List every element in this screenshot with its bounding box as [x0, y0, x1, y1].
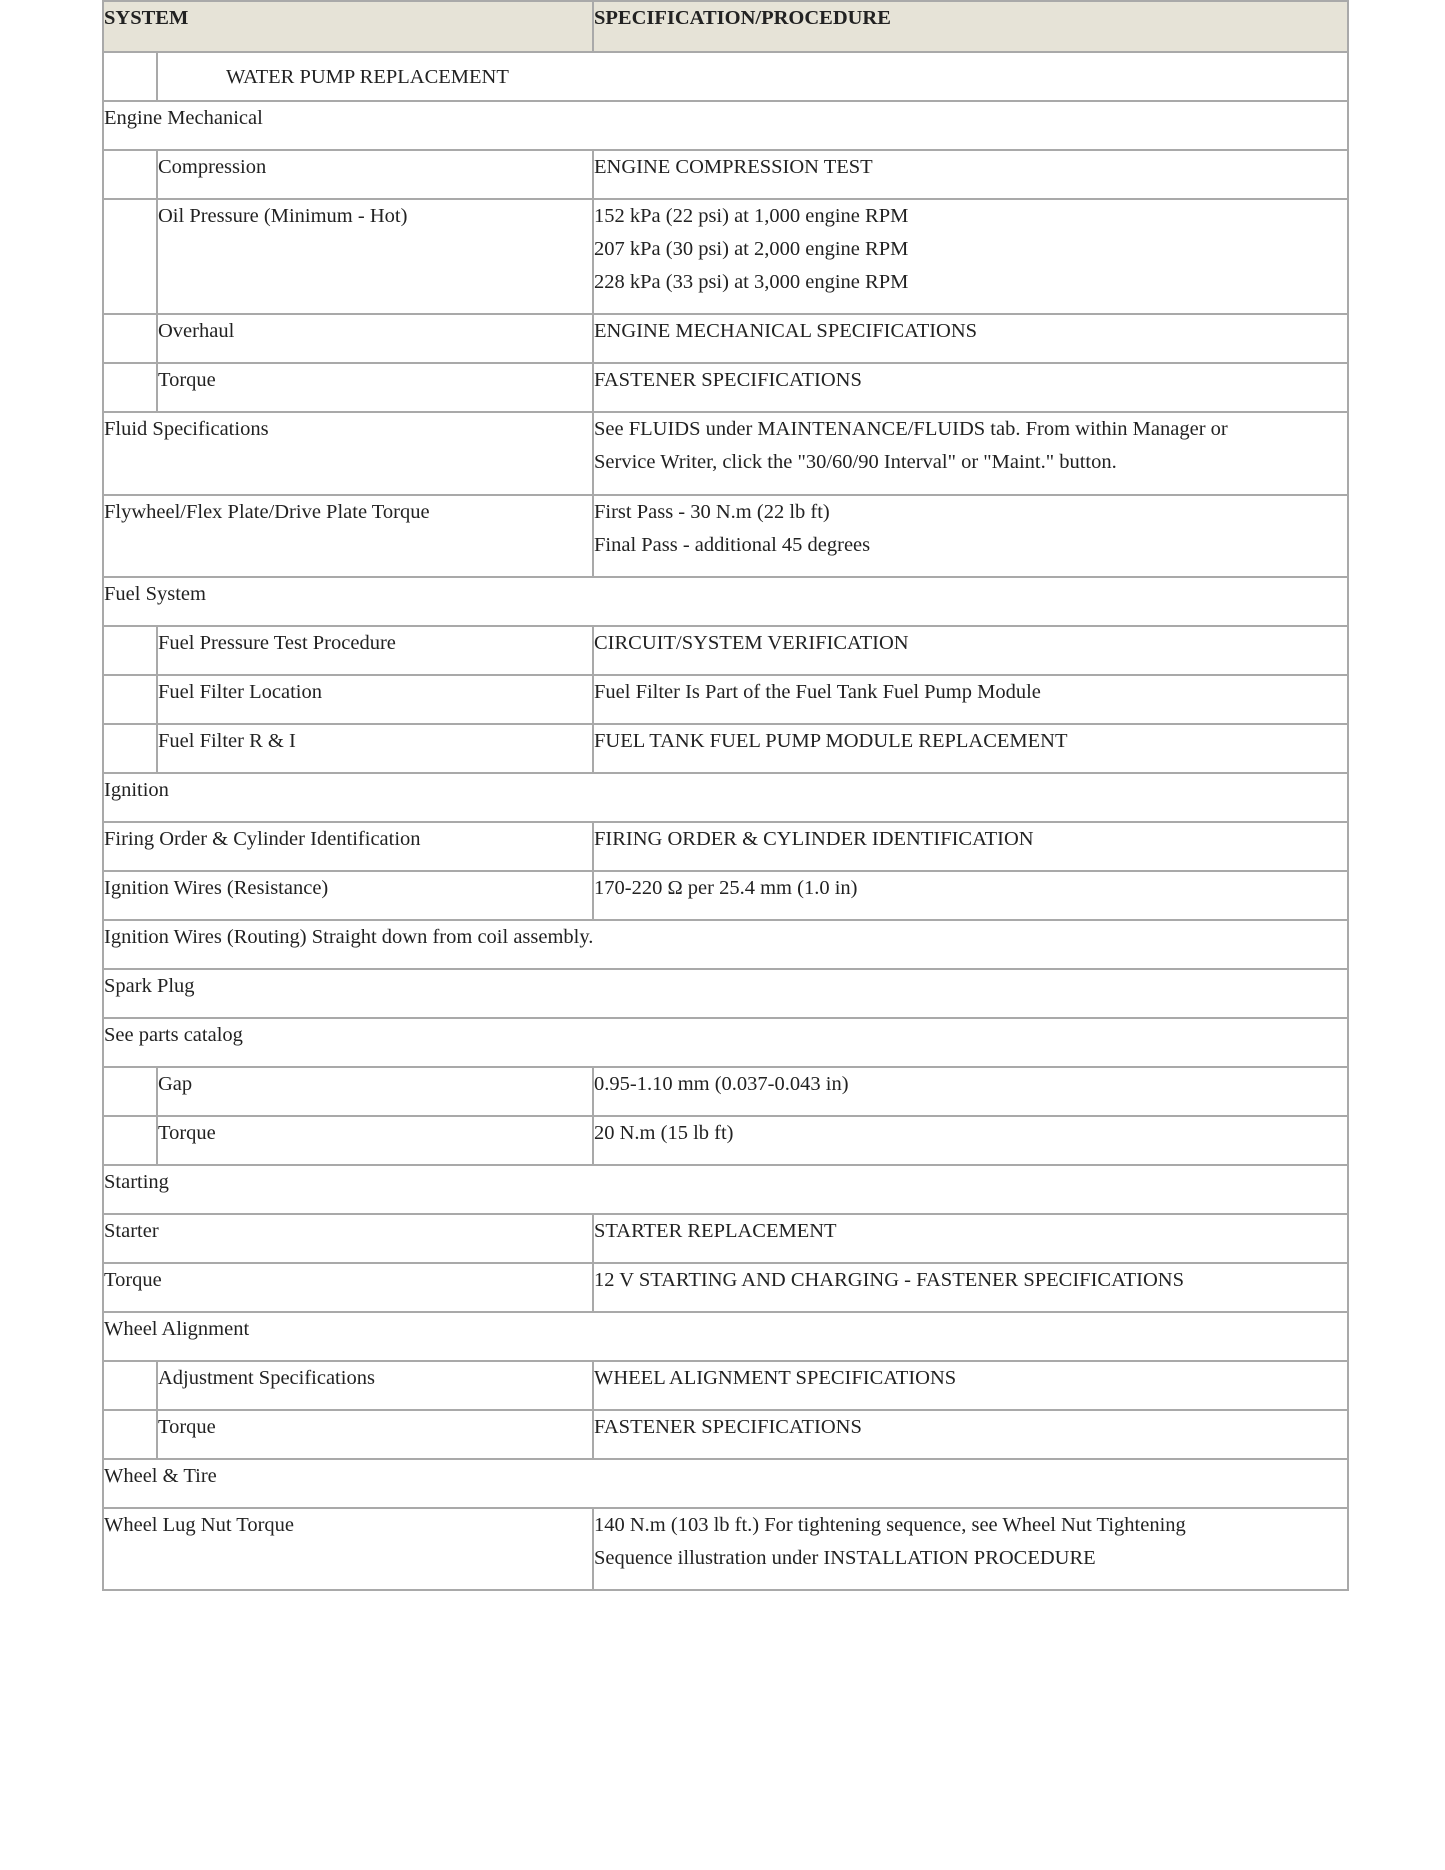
fluid-specs-value: See FLUIDS under MAINTENANCE/FLUIDS tab. From within Manager or	[594, 418, 1228, 440]
section-wheel-tire: Wheel & Tire	[103, 1459, 1348, 1508]
specifications-table	[102, 0, 1349, 1591]
table-row	[103, 822, 1348, 871]
flywheel-value: Final Pass - additional 45 degrees	[594, 534, 871, 556]
section-row	[103, 969, 1348, 1018]
alignment-torque-label: Torque	[157, 1410, 593, 1459]
table-row	[103, 495, 1348, 577]
section-row	[103, 577, 1348, 626]
fuel-pressure-link[interactable]: CIRCUIT/SYSTEM VERIFICATION	[593, 626, 1348, 675]
firing-order-link[interactable]: FIRING ORDER & CYLINDER IDENTIFICATION	[593, 822, 1348, 871]
section-row	[103, 101, 1348, 150]
oil-pressure-value: 152 kPa (22 psi) at 1,000 engine RPM	[594, 205, 909, 227]
oil-pressure-value: 207 kPa (30 psi) at 2,000 engine RPM	[594, 238, 909, 260]
fluid-specs-values	[593, 412, 1348, 495]
indent-cell	[103, 675, 157, 724]
gap-label: Gap	[157, 1067, 593, 1116]
table-row	[103, 52, 1348, 101]
starting-torque-label: Torque	[103, 1263, 593, 1312]
indent-cell	[103, 363, 157, 412]
table-row	[103, 1067, 1348, 1116]
fuel-filter-location-label: Fuel Filter Location	[157, 675, 593, 724]
engine-torque-label: Torque	[157, 363, 593, 412]
ignition-wires-resistance-label: Ignition Wires (Resistance)	[103, 871, 593, 920]
table-row	[103, 1361, 1348, 1410]
starter-label: Starter	[103, 1214, 593, 1263]
overhaul-link[interactable]: ENGINE MECHANICAL SPECIFICATIONS	[593, 314, 1348, 363]
table-row	[103, 1263, 1348, 1312]
table-row	[103, 920, 1348, 969]
table-row	[103, 626, 1348, 675]
fuel-pressure-label: Fuel Pressure Test Procedure	[157, 626, 593, 675]
firing-order-label: Firing Order & Cylinder Identification	[103, 822, 593, 871]
section-spark-plug: Spark Plug	[103, 969, 1348, 1018]
spark-torque-value: 20 N.m (15 lb ft)	[593, 1116, 1348, 1165]
adjustment-label: Adjustment Specifications	[157, 1361, 593, 1410]
see-parts-catalog: See parts catalog	[103, 1018, 1348, 1067]
indent-cell	[103, 1410, 157, 1459]
alignment-torque-link[interactable]: FASTENER SPECIFICATIONS	[593, 1410, 1348, 1459]
fuel-filter-location-value: Fuel Filter Is Part of the Fuel Tank Fuel Pump Module	[593, 675, 1348, 724]
spark-torque-label: Torque	[157, 1116, 593, 1165]
starter-link[interactable]: STARTER REPLACEMENT	[593, 1214, 1348, 1263]
lug-nut-value: 140 N.m (103 lb ft.) For tightening sequence, see Wheel Nut Tightening	[594, 1514, 1186, 1536]
section-ignition: Ignition	[103, 773, 1348, 822]
header-row	[103, 1, 1348, 52]
section-row	[103, 1312, 1348, 1361]
fuel-filter-ri-link[interactable]: FUEL TANK FUEL PUMP MODULE REPLACEMENT	[593, 724, 1348, 773]
gap-value: 0.95-1.10 mm (0.037-0.043 in)	[593, 1067, 1348, 1116]
section-engine-mechanical: Engine Mechanical	[103, 101, 1348, 150]
indent-cell	[103, 1361, 157, 1410]
section-fuel-system: Fuel System	[103, 577, 1348, 626]
indent-cell	[103, 1067, 157, 1116]
indent-cell	[103, 724, 157, 773]
section-row	[103, 773, 1348, 822]
compression-label: Compression	[157, 150, 593, 199]
fuel-filter-ri-label: Fuel Filter R & I	[157, 724, 593, 773]
ignition-wires-resistance-value: 170-220 Ω per 25.4 mm (1.0 in)	[593, 871, 1348, 920]
overhaul-label: Overhaul	[157, 314, 593, 363]
lug-nut-values	[593, 1508, 1348, 1590]
section-wheel-alignment: Wheel Alignment	[103, 1312, 1348, 1361]
table-row	[103, 1410, 1348, 1459]
oil-pressure-value: 228 kPa (33 psi) at 3,000 engine RPM	[594, 271, 909, 293]
fluid-specs-value: Service Writer, click the "30/60/90 Interval" or "Maint." button.	[594, 451, 1117, 473]
indent-cell	[103, 1116, 157, 1165]
flywheel-values	[593, 495, 1348, 577]
indent-cell	[103, 199, 157, 314]
indent-cell	[103, 314, 157, 363]
table-row	[103, 199, 1348, 314]
table-row	[103, 675, 1348, 724]
table-row	[103, 1116, 1348, 1165]
table-row	[103, 314, 1348, 363]
starting-torque-link[interactable]: 12 V STARTING AND CHARGING - FASTENER SPECIFICATIONS	[593, 1263, 1348, 1312]
flywheel-label: Flywheel/Flex Plate/Drive Plate Torque	[103, 495, 593, 577]
section-row	[103, 1165, 1348, 1214]
fluid-specs-label: Fluid Specifications	[103, 412, 593, 495]
table-row	[103, 724, 1348, 773]
engine-torque-link[interactable]: FASTENER SPECIFICATIONS	[593, 363, 1348, 412]
adjustment-link[interactable]: WHEEL ALIGNMENT SPECIFICATIONS	[593, 1361, 1348, 1410]
table-row	[103, 363, 1348, 412]
oil-pressure-values	[593, 199, 1348, 314]
lug-nut-value: Sequence illustration under INSTALLATION PROCEDURE	[594, 1547, 1096, 1569]
table-row	[103, 1214, 1348, 1263]
ignition-wires-routing: Ignition Wires (Routing) Straight down from coil assembly.	[103, 920, 1348, 969]
table-row	[103, 150, 1348, 199]
table-row	[103, 412, 1348, 495]
indent-cell	[103, 52, 157, 101]
table-row	[103, 871, 1348, 920]
header-system: SYSTEM	[103, 1, 593, 52]
section-row	[103, 1459, 1348, 1508]
table-row	[103, 1018, 1348, 1067]
flywheel-value: First Pass - 30 N.m (22 lb ft)	[594, 501, 830, 523]
indent-cell	[103, 150, 157, 199]
lug-nut-label: Wheel Lug Nut Torque	[103, 1508, 593, 1590]
compression-link[interactable]: ENGINE COMPRESSION TEST	[593, 150, 1348, 199]
table-row	[103, 1508, 1348, 1590]
water-pump-replacement-link[interactable]: WATER PUMP REPLACEMENT	[157, 52, 1348, 101]
indent-cell	[103, 626, 157, 675]
section-starting: Starting	[103, 1165, 1348, 1214]
header-specification: SPECIFICATION/PROCEDURE	[593, 1, 1348, 52]
oil-pressure-label: Oil Pressure (Minimum - Hot)	[157, 199, 593, 314]
